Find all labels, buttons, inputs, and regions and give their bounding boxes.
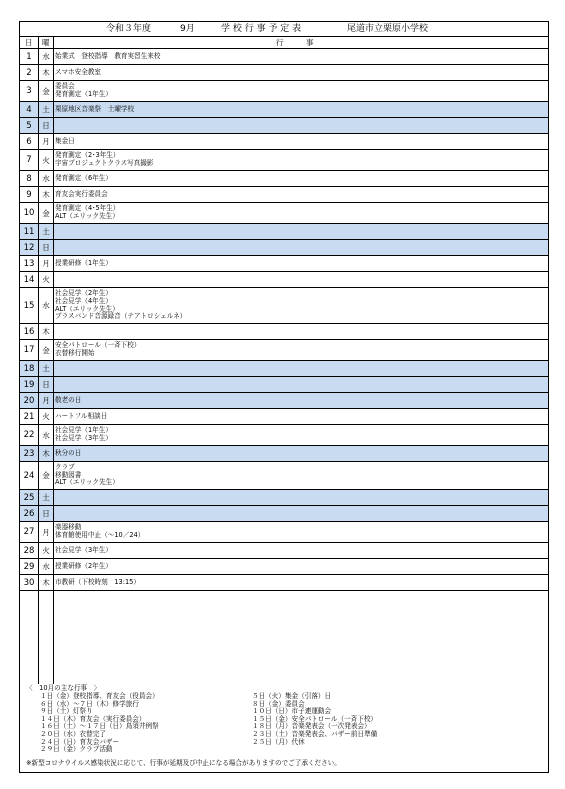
event-list: [55, 256, 546, 271]
notes-item: ２５日（月）代休: [252, 737, 305, 746]
weekday: 金: [42, 471, 50, 480]
weekday: 木: [42, 578, 50, 587]
event-item: 発育測定（1年生）: [55, 90, 112, 98]
schedule-row: [20, 102, 548, 118]
day-number: 11: [23, 226, 35, 237]
title-row: [20, 22, 548, 37]
weekday: 木: [42, 68, 50, 77]
weekday: 月: [42, 527, 50, 537]
next-month-notes: [20, 684, 548, 772]
event-list: [55, 240, 546, 255]
notes-item: １８日（月）音楽発表会（一次発表会）: [252, 722, 371, 731]
weekday: 日: [42, 380, 50, 389]
weekday-column-header: 曜: [42, 38, 50, 47]
weekday: 日: [42, 121, 50, 130]
event-list: [55, 462, 546, 489]
schedule-row: [20, 171, 548, 187]
schedule-row: [20, 340, 548, 361]
day-number: 15: [23, 300, 35, 311]
event-list: [55, 272, 546, 287]
day-number: 28: [23, 545, 35, 556]
event-list: [55, 187, 546, 202]
day-number: 5: [26, 120, 32, 131]
event-list: [55, 409, 546, 424]
schedule-row: [20, 150, 548, 171]
event-item: 楽器移動: [55, 523, 82, 532]
weekday: 金: [42, 86, 50, 96]
weekday: 月: [42, 396, 50, 405]
event-list: [55, 203, 546, 223]
event-item: 宇宙プロジェクトクラス写真撮影: [55, 159, 154, 167]
notes-item: １０日（日）市子連運動会: [252, 707, 332, 716]
event-list: [55, 361, 546, 376]
event-list: [55, 324, 546, 339]
weekday: 土: [42, 493, 50, 502]
day-number: 3: [26, 86, 32, 96]
event-item: 衣替移行開始: [55, 349, 95, 357]
event-list: [55, 49, 546, 64]
notes-item: １５日（金）安全パトロール（一斉下校）: [252, 714, 378, 723]
schedule-row: [20, 288, 548, 324]
schedule-row: [20, 522, 548, 543]
notes-item: ９日（土）灯祭り: [40, 707, 93, 716]
events-column-header: 行 事: [276, 38, 314, 47]
schedule-row: [20, 543, 548, 559]
event-list: [55, 224, 546, 239]
notes-right-column: [252, 693, 377, 746]
event-list: [55, 65, 546, 80]
notes-item: ６日（水）～７日（木）修学旅行: [40, 699, 139, 708]
weekday: 金: [42, 208, 50, 218]
weekday: 日: [42, 243, 50, 252]
event-item: 授業研修（2年生）: [55, 561, 112, 570]
day-number: 22: [23, 430, 35, 440]
event-list: [55, 288, 546, 323]
weekday: 土: [42, 227, 50, 236]
notes-item: ２３日（土）音楽発表会、バザー前日準備: [252, 729, 378, 738]
event-list: [55, 559, 546, 574]
notes-heading: 〈 10月の主な行事 〉: [26, 684, 101, 692]
weekday: 水: [42, 430, 50, 440]
weekday: 水: [42, 301, 50, 310]
day-number: 12: [23, 242, 35, 253]
notes-item: ２９日（金）クラブ活動: [40, 745, 113, 754]
event-item: 委員会: [55, 82, 75, 91]
weekday: 水: [42, 52, 50, 61]
event-list: [55, 393, 546, 408]
schedule-row: [20, 81, 548, 102]
event-list: [55, 118, 546, 133]
schedule-row: [20, 393, 548, 409]
schedule-row: [20, 272, 548, 288]
day-number: 24: [23, 470, 35, 481]
weekday: 月: [42, 137, 50, 146]
notes-item: ８日（金）委員会: [252, 699, 305, 708]
event-item: ALT（エリック先生）: [55, 212, 119, 220]
weekday: 日: [42, 509, 50, 518]
notes-item: ２４日（日）育友会バザー: [40, 737, 120, 746]
day-number: 20: [23, 395, 35, 406]
day-number: 27: [23, 527, 35, 537]
schedule-row: [20, 361, 548, 377]
weekday: 木: [42, 190, 50, 199]
event-list: [55, 425, 546, 445]
day-number: 21: [23, 411, 35, 422]
event-list: [55, 490, 546, 505]
schedule-row: [20, 256, 548, 272]
event-item: 移動図書: [55, 470, 82, 479]
event-item: 社会見学（4年生）: [55, 296, 112, 305]
event-item: 体育館使用中止（～10／24）: [55, 531, 145, 539]
day-column-header: 日: [25, 38, 33, 47]
schedule-row: [20, 203, 548, 224]
day-number: 7: [26, 155, 32, 165]
schedule-row: [20, 187, 548, 203]
schedule-row: [20, 462, 548, 490]
column-header-row: [20, 37, 548, 49]
event-item: 育友会実行委員会: [55, 189, 108, 198]
day-number: 9: [26, 189, 32, 200]
event-item: 社会見学（1年生）: [55, 426, 112, 435]
event-list: [55, 340, 546, 360]
notes-item: １日（金）登校指導、育友会（役員会）: [40, 692, 159, 700]
schedule-row: [20, 409, 548, 425]
event-item: 発育測定（6年生）: [55, 173, 112, 182]
schedule-row: [20, 446, 548, 462]
schedule-row: [20, 559, 548, 575]
event-item: ALT（エリック先生）: [55, 478, 119, 487]
school-name: 尾道市立栗原小学校: [347, 24, 429, 34]
month-label: 9月: [180, 24, 195, 34]
notes-item: ２０日（水）衣替完了: [40, 729, 106, 738]
day-number: 13: [23, 258, 35, 269]
era-year: 令和３年度: [106, 24, 152, 34]
day-number: 17: [23, 345, 35, 355]
schedule-row: [20, 506, 548, 522]
event-item: 授業研修（1年生）: [55, 258, 112, 267]
event-list: [55, 377, 546, 392]
weekday: 火: [42, 155, 50, 165]
event-list: [55, 134, 546, 149]
schedule-row: [20, 134, 548, 150]
schedule-row: [20, 224, 548, 240]
weekday-column-divider: [53, 37, 54, 684]
event-item: 栗原地区音楽祭 土曜学校: [55, 104, 135, 113]
event-item: スマホ安全教室: [55, 67, 102, 76]
schedule-row: [20, 118, 548, 134]
schedule-row: [20, 425, 548, 446]
event-item: ALT（エリック先生）: [55, 304, 119, 313]
day-number: 8: [26, 173, 32, 184]
weekday: 火: [42, 412, 50, 421]
event-item: クラブ: [55, 463, 75, 472]
event-item: 敬老の日: [55, 395, 82, 404]
day-number: 10: [23, 208, 35, 218]
day-number: 19: [23, 379, 35, 390]
schedule-row: [20, 49, 548, 65]
day-number: 1: [26, 51, 32, 62]
event-item: 社会見学（2年生）: [55, 289, 112, 298]
weekday: 金: [42, 345, 50, 355]
weekday: 水: [42, 562, 50, 571]
schedule-row: [20, 377, 548, 393]
event-item: 安全パトロール（一斉下校）: [55, 341, 141, 350]
event-list: [55, 171, 546, 186]
event-list: [55, 543, 546, 558]
weekday: 火: [42, 275, 50, 284]
notes-item: １６日（土）～１７日（日）鳥須井例祭: [40, 722, 159, 731]
schedule-row: [20, 65, 548, 81]
day-number: 26: [23, 508, 35, 519]
day-number: 29: [23, 561, 35, 572]
day-number: 2: [26, 67, 32, 78]
day-number: 30: [23, 577, 35, 588]
schedule-row: [20, 490, 548, 506]
event-item: 秋分の日: [55, 448, 82, 457]
event-item: 社会見学（3年生）: [55, 545, 112, 554]
document-title: 学 校 行 事 予 定 表: [221, 24, 302, 34]
weekday: 月: [42, 259, 50, 268]
schedule-sheet: [19, 21, 549, 773]
weekday: 木: [42, 449, 50, 458]
weekday: 土: [42, 364, 50, 373]
weekday: 水: [42, 174, 50, 183]
weekday: 木: [42, 327, 50, 336]
day-number: 23: [23, 448, 35, 459]
event-list: [55, 506, 546, 521]
weekday: 土: [42, 105, 50, 114]
event-list: [55, 575, 546, 590]
event-item: ブラスバンド音源録音（テアトロシェルネ）: [55, 312, 187, 321]
event-list: [55, 102, 546, 117]
notes-item: １４日（木）育友会（実行委員会）: [40, 714, 146, 723]
day-column-divider: [38, 37, 39, 684]
day-number: 6: [26, 136, 32, 147]
covid-notice: ※新型コロナウイルス感染状況に応じて、行事が延期及び中止になる場合がありますのでご了承ください。: [26, 759, 341, 767]
day-number: 16: [23, 326, 35, 337]
event-list: [55, 150, 546, 170]
event-list: [55, 81, 546, 101]
event-list: [55, 522, 546, 542]
day-number: 4: [26, 104, 32, 115]
schedule-row: [20, 240, 548, 256]
event-item: 発育測定（2･3年生）: [55, 151, 120, 160]
event-item: 市教研（下校時刻 13:15）: [55, 577, 140, 586]
weekday: 火: [42, 546, 50, 555]
event-item: ハートフル相談日: [55, 411, 108, 420]
schedule-row: [20, 324, 548, 340]
day-number: 18: [23, 363, 35, 374]
event-item: 発育測定（4･5年生）: [55, 204, 120, 213]
day-number: 25: [23, 492, 35, 503]
notes-left-column: [40, 693, 159, 754]
notes-item: ５日（火）集金（引落）日: [252, 692, 332, 700]
event-item: 始業式 登校指導 教育実習生来校: [55, 51, 161, 60]
day-number: 14: [23, 274, 35, 285]
event-list: [55, 446, 546, 461]
schedule-row: [20, 575, 548, 591]
event-item: 集金日: [55, 136, 75, 145]
event-item: 社会見学（3年生）: [55, 434, 112, 442]
